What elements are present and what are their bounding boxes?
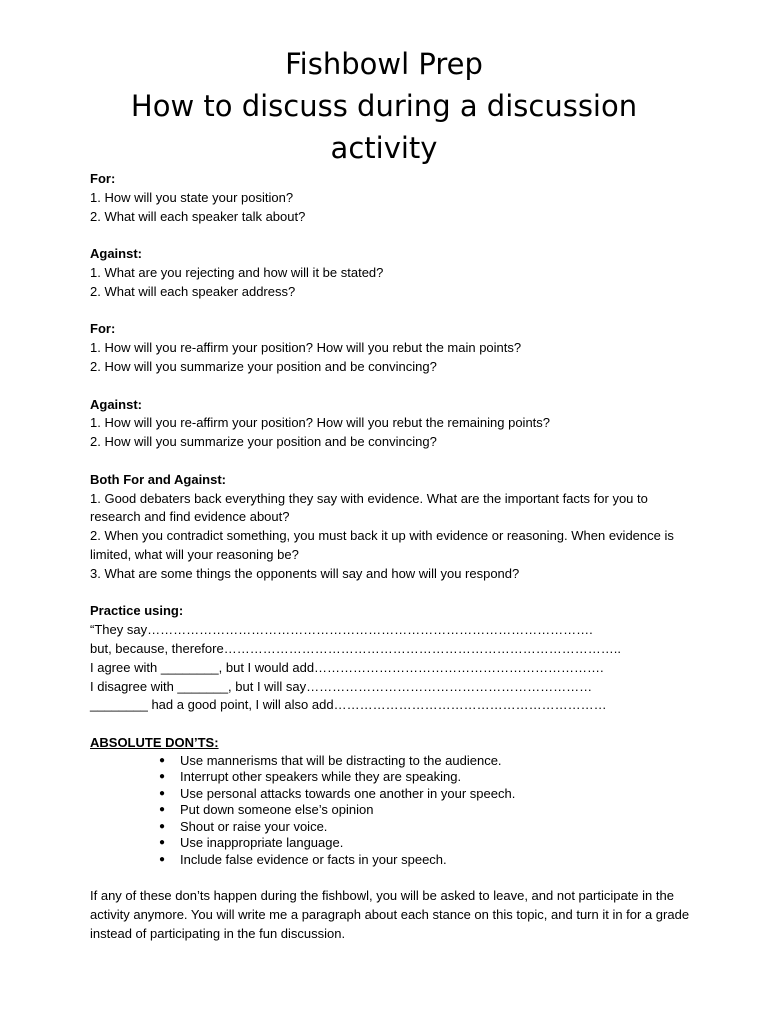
section-item: 1. Good debaters back everything they say with evidence. What are the important facts for you to research and find evidence about? bbox=[90, 490, 648, 525]
title-line-3: activity bbox=[330, 131, 438, 165]
section-item: 1. How will you re-affirm your position? How will you rebut the remaining points? bbox=[90, 415, 551, 431]
practice-line: I disagree with _______, but I will say………………………………………………………… bbox=[90, 678, 593, 694]
page-title bbox=[0, 43, 768, 169]
practice-heading: Practice using: bbox=[90, 603, 184, 619]
section-item: 1. How will you state your position? bbox=[90, 189, 294, 205]
section-heading: For: bbox=[90, 171, 116, 186]
section-against-rebuttal bbox=[90, 396, 690, 452]
donts-item: ● Use personal attacks towards one another in your speech. bbox=[159, 786, 690, 803]
donts-item: ● Use inappropriate language. bbox=[159, 835, 690, 852]
section-item: 2. When you contradict something, you must back it up with evidence or reasoning. When evidence is limited, what will your reasoning be? bbox=[90, 528, 674, 562]
donts-item: ● Put down someone else’s opinion bbox=[159, 802, 690, 819]
section-item: 2. How will you summarize your position and be convincing? bbox=[90, 434, 437, 450]
section-both bbox=[90, 471, 690, 584]
title-line-2: How to discuss during a discussion bbox=[130, 89, 638, 123]
section-item: 1. What are you rejecting and how will it be stated? bbox=[90, 264, 384, 280]
document-body bbox=[90, 170, 690, 957]
section-heading: For: bbox=[90, 321, 116, 337]
title-line-1: Fishbowl Prep bbox=[285, 47, 483, 81]
practice-line: I agree with ________, but I would add…………………………………………………………. bbox=[90, 659, 604, 675]
footer-paragraph: If any of these don’ts happen during the fishbowl, you will be asked to leave, and not participate in the activity anymore. You will write me a paragraph about each stance on this topic, and turn it in for a grade instead of participating in the fun discussion. bbox=[90, 888, 690, 941]
donts-item: ● Include false evidence or facts in your speech. bbox=[159, 852, 690, 869]
section-against-opening bbox=[90, 245, 690, 301]
section-heading: Against: bbox=[90, 246, 142, 262]
donts-item: ● Shout or raise your voice. bbox=[159, 819, 690, 836]
donts-section bbox=[90, 734, 690, 868]
practice-line: ________ had a good point, I will also add……………………………………………………… bbox=[90, 697, 607, 713]
section-item: 2. What will each speaker address? bbox=[90, 283, 296, 299]
section-heading: Both For and Against: bbox=[90, 471, 227, 487]
donts-list bbox=[90, 753, 690, 869]
practice-line: but, because, therefore……………………………………………………………………………….. bbox=[90, 640, 621, 656]
section-for-rebuttal bbox=[90, 320, 690, 376]
donts-item: ● Interrupt other speakers while they are speaking. bbox=[159, 769, 690, 786]
section-item: 1. How will you re-affirm your position? How will you rebut the main points? bbox=[90, 340, 522, 356]
practice-section bbox=[90, 602, 690, 715]
donts-item: ● Use mannerisms that will be distracting to the audience. bbox=[159, 753, 690, 770]
section-item: 2. How will you summarize your position and be convincing? bbox=[90, 358, 437, 374]
section-heading: Against: bbox=[90, 396, 142, 412]
section-item: 3. What are some things the opponents will say and how will you respond? bbox=[90, 565, 520, 581]
section-item: 2. What will each speaker talk about? bbox=[90, 208, 306, 224]
donts-heading: ABSOLUTE DON’TS: bbox=[90, 734, 219, 750]
section-for-opening bbox=[90, 170, 690, 226]
practice-line: “They say…………………………………………………………………………………………. bbox=[90, 622, 593, 638]
